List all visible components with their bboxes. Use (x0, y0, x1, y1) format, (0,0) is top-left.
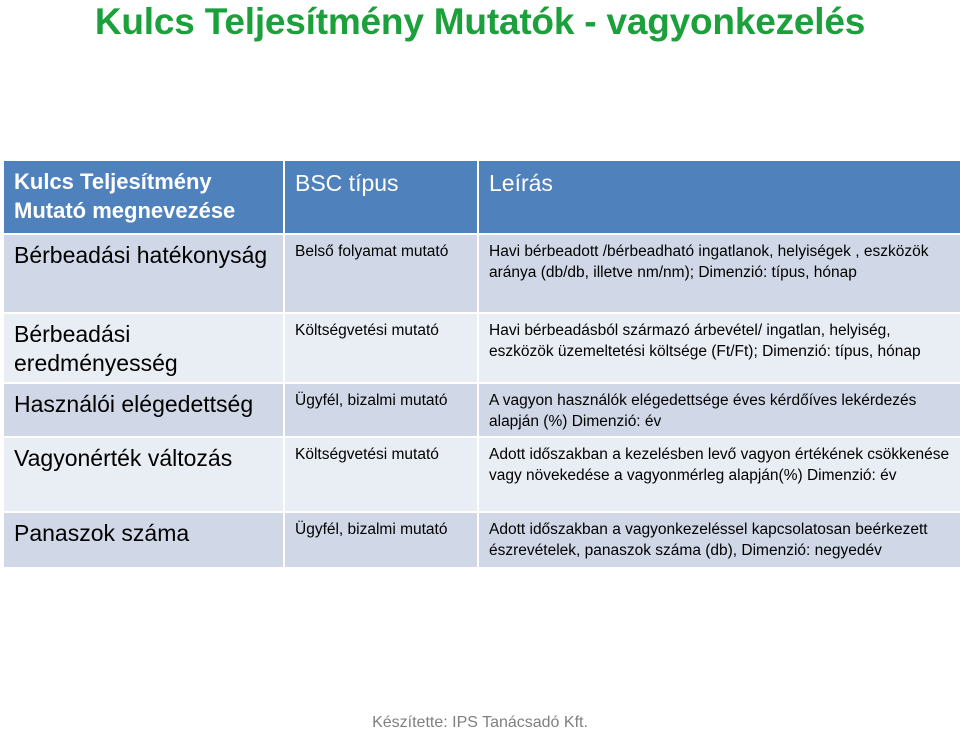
kpi-table (4, 161, 960, 569)
kpi-name-cell: Panaszok száma (4, 513, 285, 569)
description-cell: Havi bérbeadott /bérbeadható ingatlanok, helyiségek , eszközök aránya (db/db, illetve nm/nm); Dimenzió: típus, hónap (479, 235, 960, 314)
bsc-type-cell: Költségvetési mutató (285, 438, 479, 513)
table-row (4, 438, 960, 513)
bsc-type-cell: Költségvetési mutató (285, 314, 479, 384)
description-cell: A vagyon használók elégedettsége éves kérdőíves lekérdezés alapján (%) Dimenzió: év (479, 384, 960, 438)
description-cell: Adott időszakban a kezelésben levő vagyon értékének csökkenése vagy növekedése a vagyonmérleg alapján(%) Dimenzió: év (479, 438, 960, 513)
kpi-name-cell: Bérbeadási hatékonyság (4, 235, 285, 314)
bsc-type-cell: Ügyfél, bizalmi mutató (285, 384, 479, 438)
kpi-name-cell: Vagyonérték változás (4, 438, 285, 513)
description-cell: Havi bérbeadásból származó árbevétel/ ingatlan, helyiség, eszközök üzemeltetési költsége (Ft/Ft); Dimenzió: típus, hónap (479, 314, 960, 384)
footer-credit: Készítette: IPS Tanácsadó Kft. (372, 714, 588, 731)
table-row (4, 235, 960, 314)
kpi-name-cell: Használói elégedettség (4, 384, 285, 438)
table-row (4, 314, 960, 384)
description-cell: Adott időszakban a vagyonkezeléssel kapcsolatosan beérkezett észrevételek, panaszok száma (db), Dimenzió: negyedév (479, 513, 960, 569)
column-header-bsc-type: BSC típus (285, 161, 479, 235)
table-row (4, 384, 960, 438)
kpi-name-cell: Bérbeadási eredményesség (4, 314, 285, 384)
column-header-name: Kulcs Teljesítmény Mutató megnevezése (4, 161, 285, 235)
column-header-description: Leírás (479, 161, 960, 235)
table-row (4, 513, 960, 569)
bsc-type-cell: Ügyfél, bizalmi mutató (285, 513, 479, 569)
bsc-type-cell: Belső folyamat mutató (285, 235, 479, 314)
table-header-row (4, 161, 960, 235)
page-title: Kulcs Teljesítmény Mutatók - vagyonkezelés (94, 1, 866, 42)
